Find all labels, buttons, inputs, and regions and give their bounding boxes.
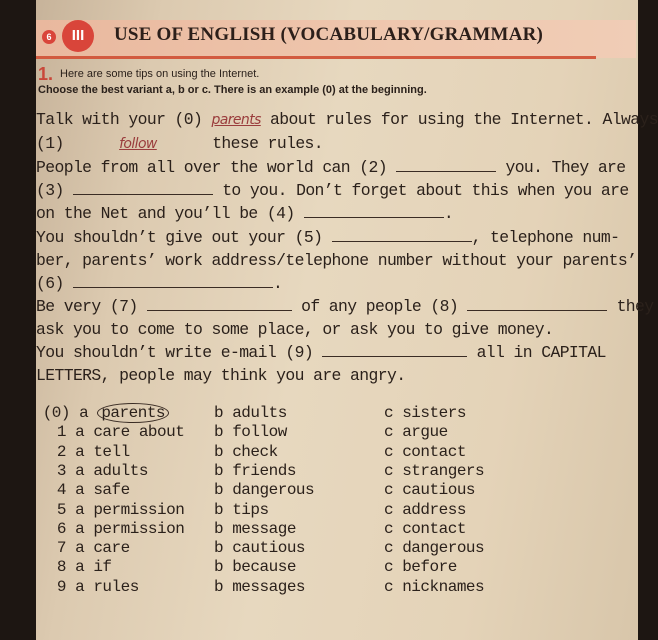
filled-answer[interactable]: follow bbox=[119, 136, 157, 152]
question-number: 2 bbox=[56, 442, 66, 461]
option-row-b bbox=[214, 520, 296, 538]
text-segment: (3) bbox=[36, 181, 73, 200]
option-row-a bbox=[36, 558, 112, 576]
option-letter: b bbox=[214, 442, 233, 461]
text-segment: ber, parents’ work address/telephone number without your parents’ bbox=[36, 251, 637, 270]
option-letter: c bbox=[384, 539, 403, 558]
option-row-a bbox=[36, 578, 139, 596]
option-row-a bbox=[36, 539, 130, 557]
option-c[interactable]: contact bbox=[402, 519, 466, 538]
text-line bbox=[36, 228, 619, 247]
option-row-a bbox=[36, 404, 169, 422]
option-letter: a bbox=[66, 500, 94, 519]
text-segment: . bbox=[443, 204, 454, 223]
option-letter: a bbox=[66, 558, 94, 577]
option-row-c bbox=[384, 501, 466, 519]
text-line bbox=[36, 366, 405, 385]
option-b[interactable]: messages bbox=[232, 577, 306, 596]
answer-blank[interactable] bbox=[322, 344, 467, 357]
answer-blank[interactable] bbox=[147, 298, 292, 311]
unit-small-badge: 6 bbox=[42, 30, 56, 44]
text-line bbox=[36, 343, 606, 362]
option-b[interactable]: check bbox=[232, 442, 278, 461]
option-row-c bbox=[384, 443, 466, 461]
text-segment: all in CAPITAL bbox=[467, 343, 606, 362]
text-segment: you. They are bbox=[496, 158, 626, 177]
option-a[interactable]: adults bbox=[93, 461, 148, 480]
option-c[interactable]: sisters bbox=[402, 404, 466, 422]
filled-answer[interactable]: parents bbox=[211, 112, 261, 128]
option-row-c bbox=[384, 578, 484, 596]
question-number: 1 bbox=[56, 423, 66, 442]
option-row-a bbox=[36, 462, 148, 480]
option-row-a bbox=[36, 501, 184, 519]
option-letter: c bbox=[384, 423, 403, 442]
option-letter: b bbox=[214, 539, 233, 558]
exercise-instruction-bold: Choose the best variant a, b or c. There is an example (0) at the beginning. bbox=[38, 84, 427, 96]
option-letter: b bbox=[214, 500, 233, 519]
answer-blank[interactable] bbox=[73, 275, 273, 288]
option-letter: b bbox=[214, 577, 233, 596]
option-row-b bbox=[214, 501, 269, 519]
option-letter: b bbox=[214, 481, 233, 500]
option-row-b bbox=[214, 423, 287, 441]
option-a[interactable]: permission bbox=[93, 519, 185, 538]
text-segment: You shouldn’t write e-mail (9) bbox=[36, 343, 323, 362]
option-letter: c bbox=[384, 442, 403, 461]
option-letter: b bbox=[214, 558, 233, 577]
option-row-c bbox=[384, 520, 466, 538]
text-line bbox=[36, 204, 453, 223]
text-segment: Be very (7) bbox=[36, 297, 147, 316]
option-row-b bbox=[214, 578, 305, 596]
text-line bbox=[36, 274, 282, 293]
option-letter: a bbox=[66, 519, 94, 538]
option-c[interactable]: nicknames bbox=[402, 577, 485, 596]
answer-blank[interactable] bbox=[467, 298, 607, 311]
answer-blank[interactable] bbox=[396, 159, 496, 172]
option-a[interactable]: if bbox=[93, 558, 112, 577]
text-segment: (1) bbox=[36, 134, 73, 153]
option-row-c bbox=[384, 558, 457, 576]
option-row-b bbox=[214, 443, 278, 461]
option-c[interactable]: before bbox=[402, 558, 457, 577]
option-letter: a bbox=[66, 442, 94, 461]
question-number: 3 bbox=[56, 461, 66, 480]
option-b[interactable]: because bbox=[232, 558, 296, 577]
option-letter: c bbox=[384, 577, 403, 596]
textbook-page bbox=[36, 0, 658, 640]
option-letter: a bbox=[66, 539, 94, 558]
text-segment: LETTERS, people may think you are angry. bbox=[36, 366, 406, 385]
option-letter: c bbox=[384, 481, 403, 500]
option-letter: b bbox=[214, 519, 233, 538]
question-number: 6 bbox=[56, 519, 66, 538]
option-row-b bbox=[214, 558, 296, 576]
option-a[interactable]: rules bbox=[93, 577, 139, 596]
text-segment: about rules for using the Internet. Always bbox=[260, 110, 658, 129]
option-letter: b bbox=[214, 423, 233, 442]
text-segment: , telephone num- bbox=[471, 228, 620, 247]
option-letter: c bbox=[384, 519, 403, 538]
option-letter: a bbox=[66, 461, 94, 480]
exercise-number: 1. bbox=[38, 64, 54, 84]
option-row-b bbox=[214, 539, 305, 557]
text-segment: Talk with your (0) bbox=[36, 110, 212, 129]
answer-blank[interactable] bbox=[304, 205, 444, 218]
text-segment: these rules. bbox=[202, 134, 324, 153]
text-line bbox=[36, 320, 553, 339]
text-line bbox=[36, 251, 636, 270]
text-segment: on the Net and you’ll be (4) bbox=[36, 204, 304, 223]
option-a[interactable]: permission bbox=[93, 500, 185, 519]
option-letter: c bbox=[384, 500, 403, 519]
option-letter: c bbox=[384, 558, 403, 577]
option-letter: b bbox=[214, 404, 233, 422]
option-row-c bbox=[384, 481, 475, 499]
option-b[interactable]: follow bbox=[232, 423, 287, 442]
text-segment: You shouldn’t give out your (5) bbox=[36, 228, 332, 247]
option-b[interactable]: friends bbox=[232, 461, 296, 480]
option-row-c bbox=[384, 404, 466, 422]
option-b[interactable]: cautious bbox=[232, 539, 306, 558]
option-a[interactable]: tell bbox=[93, 442, 130, 461]
option-c[interactable]: contact bbox=[402, 442, 466, 461]
option-a[interactable]: parents bbox=[97, 403, 169, 423]
question-number: 8 bbox=[56, 558, 66, 577]
option-a[interactable]: care about bbox=[93, 423, 185, 442]
option-row-c bbox=[384, 462, 484, 480]
option-letter: c bbox=[384, 461, 403, 480]
option-a[interactable]: safe bbox=[93, 481, 130, 500]
option-letter: a bbox=[66, 481, 94, 500]
text-line bbox=[36, 110, 658, 129]
text-segment: (6) bbox=[36, 274, 73, 293]
option-b[interactable]: tips bbox=[232, 500, 269, 519]
option-letter: a bbox=[66, 577, 94, 596]
option-row-b bbox=[214, 462, 296, 480]
text-segment: People from all over the world can (2) bbox=[36, 158, 397, 177]
option-a[interactable]: care bbox=[93, 539, 130, 558]
question-number: 7 bbox=[56, 539, 66, 558]
text-segment: . bbox=[272, 274, 283, 293]
question-number: (0) bbox=[42, 404, 70, 422]
option-letter: b bbox=[214, 461, 233, 480]
option-b[interactable]: dangerous bbox=[232, 481, 315, 500]
option-letter: a bbox=[66, 423, 94, 442]
option-c[interactable]: cautious bbox=[402, 481, 476, 500]
option-letter: c bbox=[384, 404, 403, 422]
text-segment: ask you to come to some place, or ask you to give money. bbox=[36, 320, 554, 339]
option-b[interactable]: message bbox=[232, 519, 296, 538]
text-segment: of any people (8) bbox=[291, 297, 468, 316]
exercise-instruction: Here are some tips on using the Internet. bbox=[60, 68, 260, 80]
answer-blank[interactable] bbox=[332, 229, 472, 242]
answer-blank[interactable] bbox=[73, 182, 213, 195]
text-line bbox=[36, 134, 323, 153]
question-number: 9 bbox=[56, 577, 66, 596]
text-segment: they bbox=[607, 297, 654, 316]
question-number: 4 bbox=[56, 481, 66, 500]
option-b[interactable]: adults bbox=[232, 404, 287, 422]
section-title: USE OF ENGLISH (VOCABULARY/GRAMMAR) bbox=[114, 24, 544, 45]
option-row-b bbox=[214, 481, 314, 499]
text-line bbox=[36, 158, 626, 177]
option-row-a bbox=[36, 481, 130, 499]
option-letter: a bbox=[70, 404, 98, 422]
text-segment: to you. Don’t forget about this when you are bbox=[212, 181, 629, 200]
unit-number-badge: III bbox=[62, 20, 94, 52]
option-c[interactable]: argue bbox=[402, 423, 448, 442]
option-c[interactable]: address bbox=[402, 500, 466, 519]
option-c[interactable]: dangerous bbox=[402, 539, 485, 558]
option-row-a bbox=[36, 423, 184, 441]
option-row-c bbox=[384, 539, 484, 557]
option-row-a bbox=[36, 520, 184, 538]
option-row-c bbox=[384, 423, 448, 441]
option-row-a bbox=[36, 443, 130, 461]
text-line bbox=[36, 297, 654, 316]
option-row-b bbox=[214, 404, 287, 422]
header-underline bbox=[36, 56, 596, 59]
option-c[interactable]: strangers bbox=[402, 461, 485, 480]
text-line bbox=[36, 181, 629, 200]
question-number: 5 bbox=[56, 500, 66, 519]
